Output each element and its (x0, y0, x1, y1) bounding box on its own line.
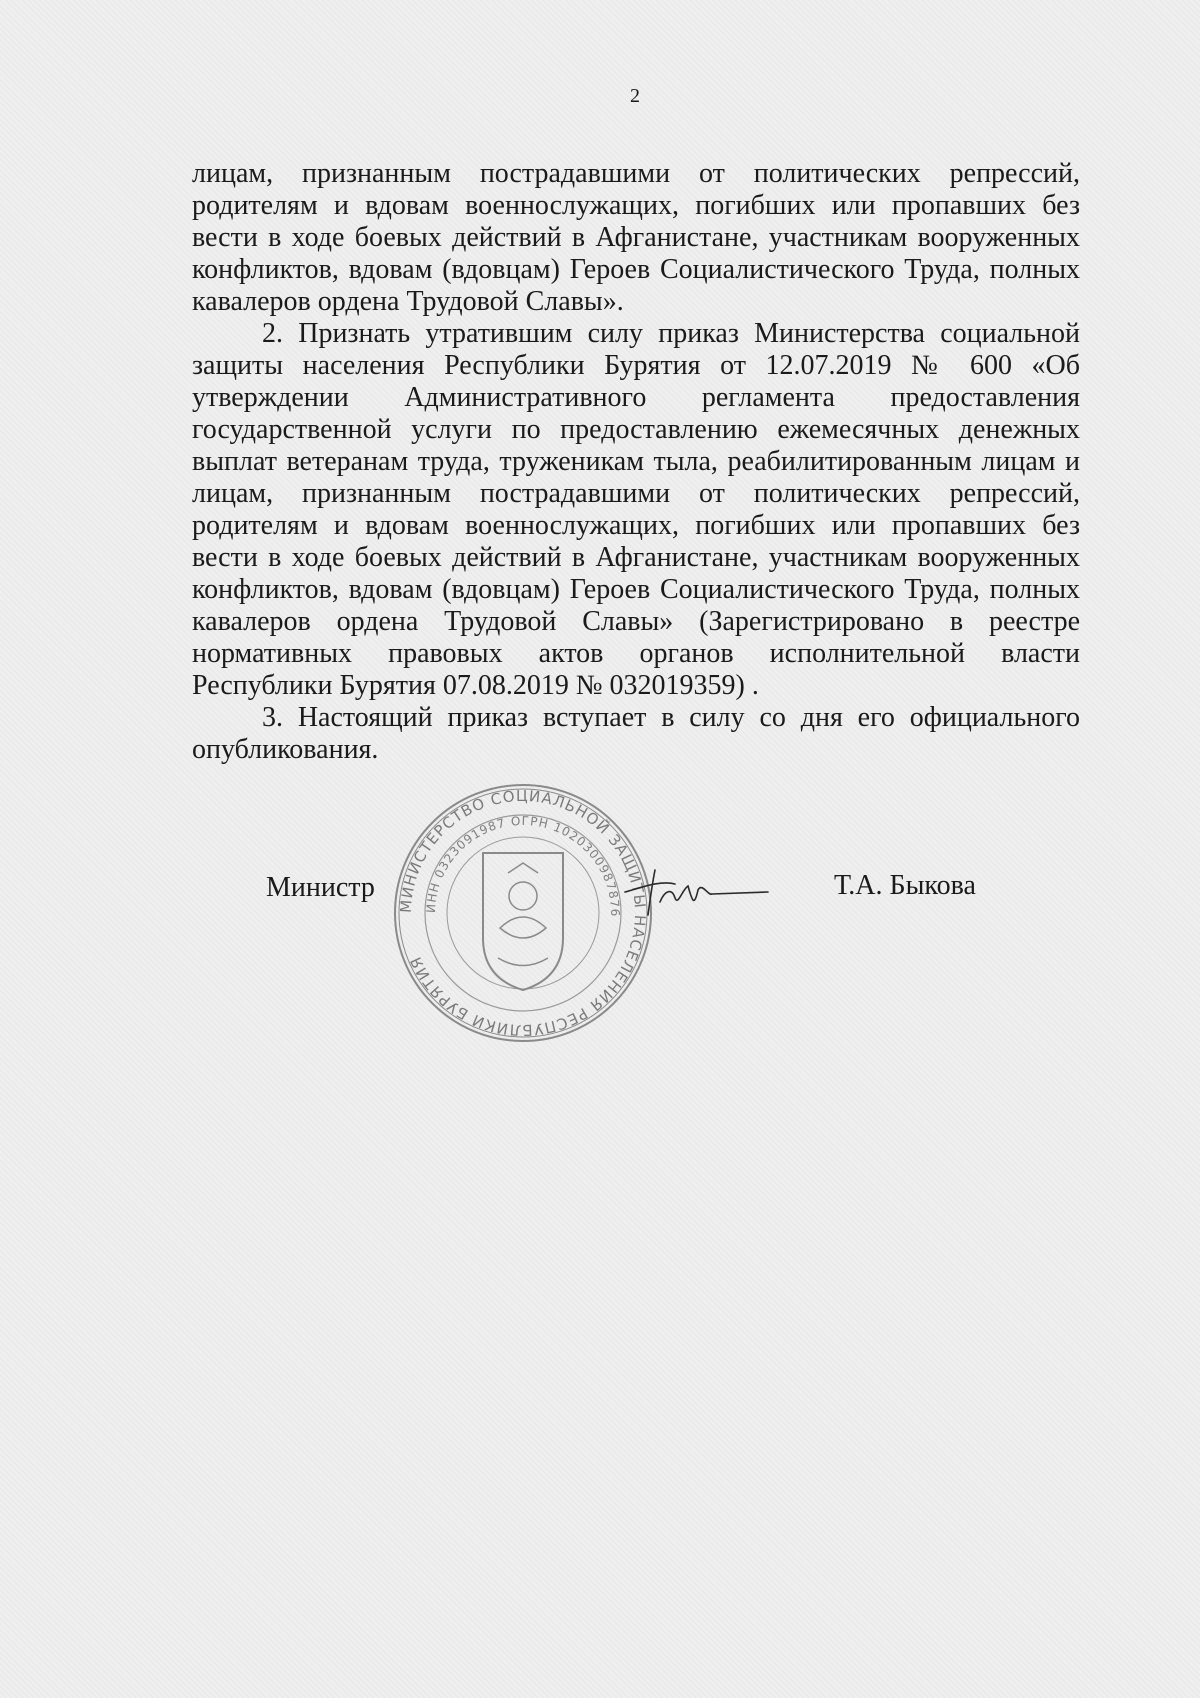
official-seal (388, 778, 658, 1048)
page-number: 2 (630, 85, 640, 107)
paragraph-continuation: лицам, признанным пострадавшими от политических репрессий, родителям и вдовам военнослужащих, погибших или пропавших без вести в ходе боевых действий в Афганистане, участникам вооруженных конфликтов, вдовам (вдовцам) Героев Социалистического Труда, полных кавалеров ордена Трудовой Славы». (192, 158, 1080, 317)
paragraph-item-3: 3. Настоящий приказ вступает в силу со дня его официального опубликования. (192, 702, 1080, 765)
seal-outer-text: МИНИСТЕРСТВО СОЦИАЛЬНОЙ ЗАЩИТЫ НАСЕЛЕНИЯ РЕСПУБЛИКИ БУРЯТИЯ (396, 786, 650, 1040)
signatory-title: Министр (266, 872, 375, 903)
handwritten-signature (620, 860, 770, 930)
document-body (192, 158, 1080, 766)
seal-inner-text: ИНН 0323091987 ОГРН 1020300987876 (423, 813, 623, 918)
signatory-name: Т.А. Быкова (834, 870, 976, 901)
signature-block (0, 760, 1200, 1060)
coat-of-arms-icon (483, 853, 563, 990)
paragraph-item-2: 2. Признать утратившим силу приказ Министерства социальной защиты населения Республики Бурятия от 12.07.2019 № 600 «Об утверждении Административного регламента предоставления государственной услуги по предоставлению ежемесячных денежных выплат ветеранам труда, труженикам тыла, реабилитированным лицам и лицам, признанным пострадавшими от политических репрессий, родителям и вдовам военнослужащих, погибших или пропавших без вести в ходе боевых действий в Афганистане, участникам вооруженных конфликтов, вдовам (вдовцам) Героев Социалистического Труда, полных кавалеров ордена Трудовой Славы» (Зарегистрировано в реестре нормативных правовых актов органов исполнительной власти Республики Бурятия 07.08.2019 № 032019359) . (192, 318, 1080, 701)
